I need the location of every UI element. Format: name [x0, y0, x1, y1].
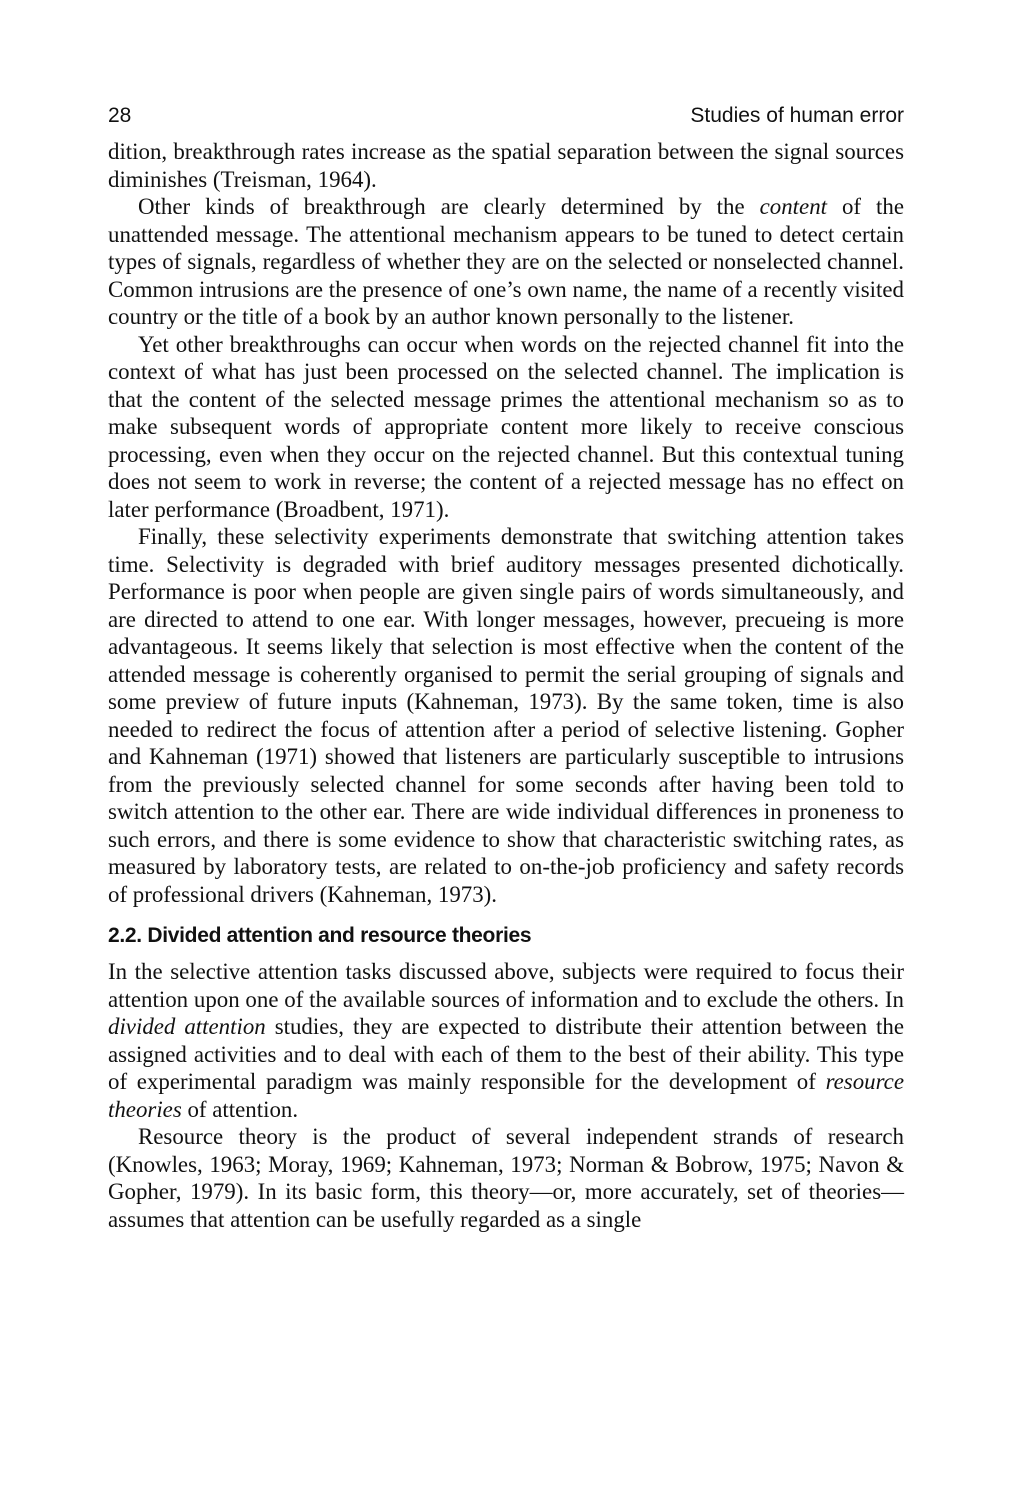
running-title: Studies of human error	[690, 104, 904, 127]
paragraph-text: Yet other breakthroughs can occur when words on the rejected channel fit into the context of what has just been processed on the selected channel. The implication is that the content of the selected message primes the attentional mechanism so as to make subsequent words of appropriate content more likely to receive conscious processing, even when they occur on the rejected channel. But this contextual tuning does not seem to work in reverse; the content of a rejected message has no effect on later performance (Broadbent, 1971).	[108, 331, 904, 522]
paragraph-text: Other kinds of breakthrough are clearly determined by the	[138, 194, 760, 219]
paragraph-text: Resource theory is the product of several independent strands of research (Knowles, 1963; Moray, 1969; Kahneman, 1973; Norman & Bobrow, 1975; Navon & Gopher, 1979). In its basic form, this theory—or, more accurately, set of theories—assumes that attention can be usefully regarded as a single	[108, 1124, 904, 1232]
body-text	[108, 138, 904, 908]
paragraph	[108, 958, 904, 1123]
italic-text: content	[759, 194, 828, 219]
section-body-text	[108, 958, 904, 1233]
paragraph-text: of attention.	[181, 1096, 299, 1122]
paragraph	[108, 138, 904, 193]
paragraph	[108, 331, 904, 524]
paragraph	[108, 193, 904, 331]
paragraph-text: In the selective attention tasks discussed above, subjects were required to focus their attention upon one of the available sources of information and to exclude the others. In	[108, 959, 904, 1012]
italic-text: divided attention	[108, 1014, 266, 1039]
running-header	[108, 104, 904, 128]
page-number: 28	[108, 104, 132, 127]
paragraph-text: studies, they are expected to distribute their attention between the assigned activities and to deal with each of them to the best of their ability. This type of experimental paradigm was mainly responsible for the development of	[108, 1014, 904, 1094]
paragraph	[108, 523, 904, 908]
book-page	[108, 104, 904, 1233]
paragraph-text: Finally, these selectivity experiments demonstrate that switching attention takes time. Selectivity is degraded with brief auditory messages presented dichotically. Performance is poor when people are given single pairs of words simultaneously, and are directed to attend to one ear. With longer messages, however, precueing is more advantageous. It seems likely that selection is most effective when the content of the attended message is coherently organised to permit the serial grouping of signals and some preview of future inputs (Kahneman, 1973). By the same token, time is also needed to redirect the focus of attention after a period of selective listening. Gopher and Kahneman (1971) showed that listeners are particularly susceptible to intrusions from the previously selected channel for some seconds after having been told to switch attention to the other ear. There are wide individual differences in proneness to such errors, and there is some evidence to show that characteristic switching rates, as measured by laboratory tests, are related to on-the-job proficiency and safety records of professional drivers (Kahneman, 1973).	[108, 524, 904, 907]
italic-text: resource theories	[108, 1069, 904, 1122]
paragraph	[108, 1123, 904, 1233]
paragraph-text: dition, breakthrough rates increase as the spatial separation between the signal sources diminishes (Treisman, 1964).	[108, 139, 904, 192]
paragraph-text: of the unattended message. The attentional mechanism appears to be tuned to detect certain types of signals, regardless of whether they are on the selected or nonselected channel. Common intrusions are the presence of one’s own name, the name of a recently visited country or the title of a book by an author known personally to the listener.	[108, 194, 904, 329]
section-heading: 2.2. Divided attention and resource theories	[108, 924, 532, 947]
